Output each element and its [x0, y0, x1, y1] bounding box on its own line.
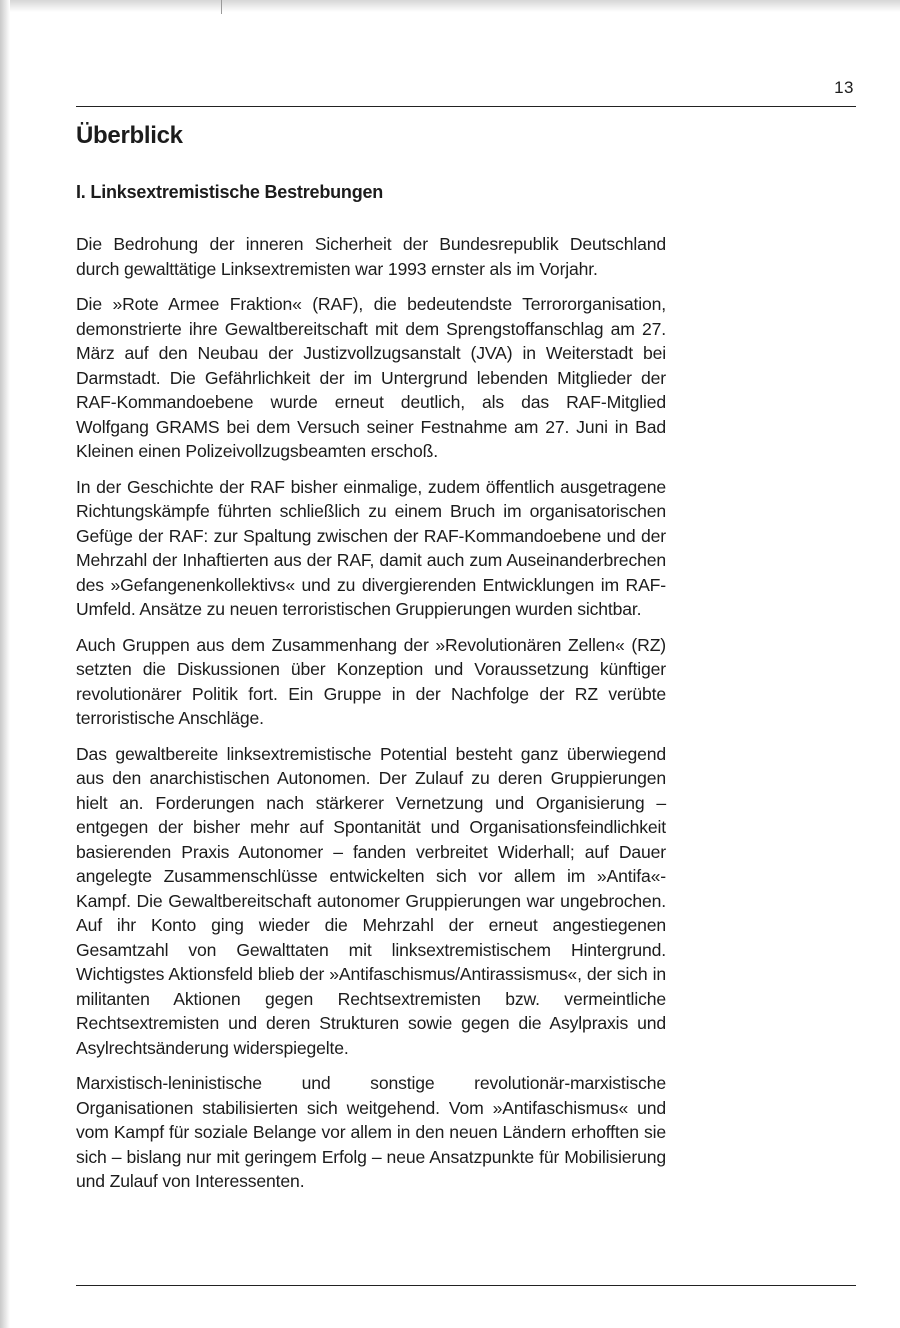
section-heading: I. Linksextremistische Bestrebungen — [76, 182, 384, 202]
page-number: 13 — [834, 78, 854, 97]
page-title: Überblick — [76, 122, 183, 149]
header-rule — [76, 106, 856, 107]
paragraph: In der Geschichte der RAF bisher einmalige, zudem öffentlich ausgetragene Richtungskämpfe führten schließlich zu einem Bruch im organisatorischen Gefüge der RAF: zur Spaltung zwischen der RAF-Kommandoebene und der Mehrzahl der Inhaftierten aus der RAF, damit auch zum Auseinanderbrechen des »Gefangenenkollektivs« und zu divergierenden Entwicklungen im RAF-Umfeld. Ansätze zu neuen terroristischen Gruppierungen wurden sichtbar. — [76, 476, 666, 619]
footer-rule — [76, 1285, 856, 1286]
paragraph: Die »Rote Armee Fraktion« (RAF), die bedeutendste Terrororganisation, demonstrierte ihre Gewaltbereitschaft mit dem Sprengstoffanschlag am 27. März auf den Neubau der Justizvollzugsanstalt (JVA) in Weiterstadt bei Darmstadt. Die Gefährlichkeit der im Untergrund lebenden Mitglieder der RAF-Kommandoebene wurde erneut deutlich, als das RAF-Mitglied Wolfgang GRAMS bei dem Versuch seiner Festnahme am 27. Juni in Bad Kleinen einen Polizeivollzugsbeamten erschoß. — [76, 294, 666, 461]
paragraph: Das gewaltbereite linksextremistische Potential besteht ganz überwiegend aus den anarchistischen Autonomen. Der Zulauf zu deren Gruppierungen hielt an. Forderungen nach stärkerer Vernetzung und Organisierung – entgegen der bisher mehr auf Spontanität und Organisationsfeindlichkeit basierenden Praxis Autonomer – fanden verbreitet Widerhall; auf Dauer angelegte Zusammenschlüsse entwickelten sich vor allem im »Antifa«-Kampf. Die Gewaltbereitschaft autonomer Gruppierungen war ungebrochen. Auf ihr Konto ging wieder die Mehrzahl der erneut angestiegenen Gesamtzahl von Gewalttaten mit linksextremistischem Hintergrund. Wichtigstes Aktionsfeld blieb der »Antifaschismus/Antirassismus«, der sich in militanten Aktionen gegen Rechtsextremisten bzw. vermeintliche Rechtsextremisten und deren Strukturen sowie gegen die Asylpraxis und Asylrechtsänderung widerspiegelte. — [76, 743, 666, 1058]
paragraph: Auch Gruppen aus dem Zusammenhang der »Revolutionären Zellen« (RZ) setzten die Diskussionen über Konzeption und Voraussetzung künftiger revolutionärer Politik fort. Ein Gruppe in der Nachfolge der RZ verübte terroristische Anschläge. — [76, 634, 666, 728]
body-text — [76, 232, 666, 1205]
scan-tick-mark — [221, 0, 222, 14]
paragraph: Die Bedrohung der inneren Sicherheit der Bundesrepublik Deutschland durch gewalttätige Linksextremisten war 1993 ernster als im Vorjahr. — [76, 234, 666, 279]
paragraph: Marxistisch-leninistische und sonstige revolutionär-marxistische Organisationen stabilisierten sich weitgehend. Vom »Antifaschismus« und vom Kampf für soziale Belange vor allem in den neuen Ländern erhofften sie sich – bislang nur mit geringem Erfolg – neue Ansatzpunkte für Mobilisierung und Zulauf von Interessenten. — [76, 1073, 666, 1191]
scan-edge-top — [0, 0, 900, 12]
scan-edge-left — [0, 0, 10, 1328]
